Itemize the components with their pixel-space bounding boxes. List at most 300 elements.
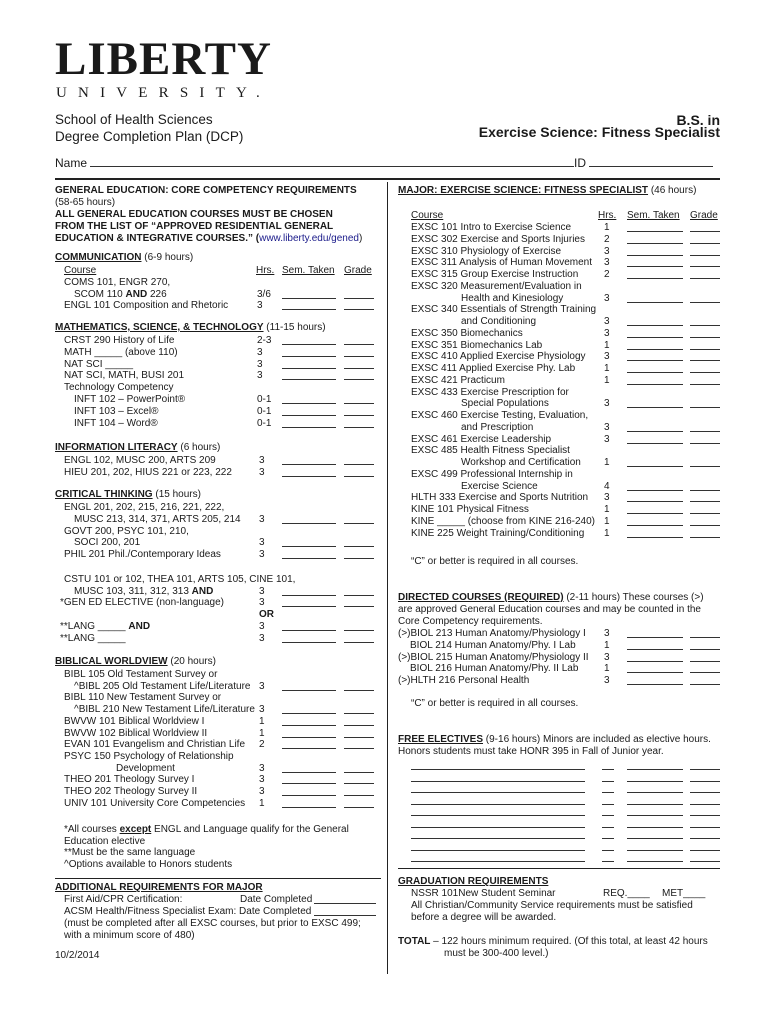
major-sem-taken-blank[interactable] (627, 337, 683, 338)
comm-course-bold: AND (125, 288, 148, 300)
cstu-sem-taken-blank[interactable] (282, 606, 336, 607)
bibl-course-text: BWVW 101 Biblical Worldview I (64, 715, 205, 727)
bibl-sem-taken-blank[interactable] (282, 795, 336, 796)
major-sem-taken-blank[interactable] (627, 266, 683, 267)
major-row-course (411, 434, 551, 446)
math-course-text: NAT SCI, MATH, BUSI 201 (64, 370, 185, 382)
major-row-hrs: 1 (604, 339, 610, 351)
free-electives-note: Honors students must take HONR 395 in Fall of Junior year. (398, 746, 664, 757)
bibl-row-hrs: 3 (259, 786, 265, 797)
elective-sem-blank[interactable] (627, 850, 683, 851)
first-aid-date-blank[interactable] (314, 903, 376, 904)
elective-course-blank[interactable] (411, 815, 585, 816)
free-electives-title (398, 734, 711, 746)
bibl-grade-blank[interactable] (344, 737, 374, 738)
elective-course-blank[interactable] (411, 792, 585, 793)
bibl-sem-taken-blank[interactable] (282, 725, 336, 726)
directed-row-course (410, 640, 576, 652)
major-course-text: EXSC 350 Biomechanics (411, 327, 523, 339)
footnote-pre: ^Options available to Honors students (64, 859, 233, 871)
elective-grade-blank[interactable] (690, 781, 720, 782)
major-grade-blank[interactable] (690, 231, 720, 232)
major-sem-taken-blank[interactable] (627, 513, 683, 514)
bibl-grade-blank[interactable] (344, 807, 374, 808)
major-row-course (461, 398, 549, 410)
math-row-hrs: 0-1 (257, 417, 272, 429)
comm-grade-blank[interactable] (344, 309, 374, 310)
major-course-text: EXSC 311 Analysis of Human Movement (411, 257, 593, 269)
directed-sem-taken-blank[interactable] (627, 661, 683, 662)
directed-row-course (398, 628, 586, 640)
bibl-row-course (116, 763, 175, 775)
math-sem-taken-blank[interactable] (282, 356, 336, 357)
elective-hrs-blank[interactable] (602, 838, 614, 839)
comm-row-course (64, 300, 228, 312)
major-grade-blank[interactable] (690, 372, 720, 373)
cstu-row-course (60, 597, 224, 609)
bibl-sem-taken-blank[interactable] (282, 772, 336, 773)
crit-row-course (74, 537, 140, 549)
bibl-row-hrs: 3 (259, 680, 265, 692)
math-sem-taken-blank[interactable] (282, 403, 336, 404)
comm-grade-blank[interactable] (344, 298, 374, 299)
graduation-title: GRADUATION REQUIREMENTS (398, 876, 549, 887)
graduation-line-2: All Christian/Community Service requirements must be satisfied (411, 900, 693, 911)
bibl-row-course (74, 681, 250, 693)
bibl-row-course (64, 751, 234, 763)
major-title (398, 185, 696, 197)
major-sem-taken-blank[interactable] (627, 325, 683, 326)
math-grade-blank[interactable] (344, 344, 374, 345)
bibl-grade-blank[interactable] (344, 772, 374, 773)
major-grade-blank[interactable] (690, 443, 720, 444)
footnote (64, 836, 145, 848)
major-grade-blank[interactable] (690, 278, 720, 279)
major-grade-blank[interactable] (690, 266, 720, 267)
elective-course-blank[interactable] (411, 827, 585, 828)
university-logo-name: LIBERTY (55, 33, 272, 85)
major-course-text: EXSC 101 Intro to Exercise Science (411, 222, 572, 233)
elective-hrs-blank[interactable] (602, 781, 614, 782)
bibl-row-hrs: 3 (259, 704, 265, 716)
elective-grade-blank[interactable] (690, 804, 720, 805)
major-grade-blank[interactable] (690, 431, 720, 432)
math-sem-taken-blank[interactable] (282, 379, 336, 380)
info-row-course (64, 467, 232, 479)
directed-sem-taken-blank[interactable] (627, 672, 683, 673)
comm-course-text: SCOM 110 (74, 288, 126, 300)
major-row-course (411, 504, 529, 516)
bibl-grade-blank[interactable] (344, 713, 374, 714)
major-sem-taken-blank[interactable] (627, 384, 683, 385)
major-col-sem: Sem. Taken (627, 210, 680, 221)
info-grade-blank[interactable] (344, 476, 374, 477)
major-grade-blank[interactable] (690, 337, 720, 338)
math-title-hours: (11-15 hours) (263, 322, 326, 333)
major-course-text: Health and Kinesiology (461, 292, 564, 304)
comm-row-hrs: 3/6 (257, 288, 271, 300)
cstu-row-hrs: 3 (259, 632, 265, 644)
crit-course-text: GOVT 200, PSYC 101, 210, (64, 525, 189, 537)
comm-col-grade: Grade (344, 265, 372, 276)
major-row-course (411, 222, 571, 234)
bibl-row-hrs: 1 (259, 715, 265, 727)
cstu-row-course (74, 586, 213, 598)
directed-c-or-better: “C” or better is required in all courses. (411, 698, 579, 709)
graduation-line-3: before a degree will be awarded. (411, 912, 557, 923)
major-course-text: EXSC 461 Exercise Leadership (411, 433, 552, 445)
elective-course-blank[interactable] (411, 781, 585, 782)
major-row-hrs: 2 (604, 233, 610, 245)
total-line (398, 936, 708, 948)
crit-row-course (74, 514, 241, 526)
cstu-row-course (60, 621, 150, 633)
crit-row-course (64, 549, 221, 561)
bibl-sem-taken-blank[interactable] (282, 748, 336, 749)
major-sem-taken-blank[interactable] (627, 255, 683, 256)
footnote-pre: *All courses (64, 824, 120, 835)
school-name: School of Health Sciences (55, 112, 213, 127)
major-grade-blank[interactable] (690, 325, 720, 326)
directed-sem-taken-blank[interactable] (627, 684, 683, 685)
elective-hrs-blank[interactable] (602, 769, 614, 770)
elective-hrs-blank[interactable] (602, 815, 614, 816)
major-grade-blank[interactable] (690, 243, 720, 244)
total-label: TOTAL (398, 936, 431, 947)
math-grade-blank[interactable] (344, 356, 374, 357)
directed-title-hours: (2-11 hours) These courses (>) (563, 592, 704, 603)
name-label: Name (55, 156, 88, 170)
gen-ed-note-3-end: ) (358, 233, 363, 244)
directed-sem-taken-blank[interactable] (627, 649, 683, 650)
elective-hrs-blank[interactable] (602, 804, 614, 805)
cstu-row-hrs: 3 (259, 597, 265, 609)
major-row-course (411, 246, 561, 258)
biblical-worldview-title-hours: (20 hours) (167, 656, 216, 667)
program-title: Exercise Science: Fitness Specialist (478, 124, 720, 140)
major-row-hrs: 3 (604, 316, 610, 327)
major-row-course (461, 293, 563, 305)
comm-row-course (64, 277, 170, 289)
directed-grade-blank[interactable] (690, 649, 720, 650)
major-title-text: MAJOR: EXERCISE SCIENCE: FITNESS SPECIALIST (398, 185, 649, 196)
major-grade-blank[interactable] (690, 513, 720, 514)
elective-grade-blank[interactable] (690, 827, 720, 828)
elective-hrs-blank[interactable] (602, 827, 614, 828)
comm-row-hrs: 3 (257, 300, 263, 311)
crit-sem-taken-blank[interactable] (282, 546, 336, 547)
major-col-grade: Grade (690, 210, 718, 221)
major-sem-taken-blank[interactable] (627, 243, 683, 244)
major-row-hrs: 1 (604, 515, 610, 527)
major-grade-blank[interactable] (690, 302, 720, 303)
bibl-row-course (64, 728, 207, 740)
directed-grade-blank[interactable] (690, 637, 720, 638)
elective-grade-blank[interactable] (690, 792, 720, 793)
major-row-course (411, 257, 592, 269)
crit-sem-taken-blank[interactable] (282, 558, 336, 559)
directed-row-course (398, 652, 589, 664)
math-row-hrs: 3 (257, 358, 263, 370)
directed-row-course (410, 663, 578, 675)
major-row-course (411, 269, 578, 281)
major-sem-taken-blank[interactable] (627, 360, 683, 361)
bibl-sem-taken-blank[interactable] (282, 807, 336, 808)
graduation-met: MET____ (662, 888, 706, 899)
bibl-sem-taken-blank[interactable] (282, 713, 336, 714)
math-grade-blank[interactable] (344, 403, 374, 404)
elective-grade-blank[interactable] (690, 861, 720, 862)
major-grade-blank[interactable] (690, 537, 720, 538)
major-row-course (411, 445, 570, 457)
cstu-row-hrs: 3 (259, 620, 265, 632)
major-course-text: EXSC 410 Applied Exercise Physiology (411, 351, 586, 363)
major-sem-taken-blank[interactable] (627, 302, 683, 303)
elective-grade-blank[interactable] (690, 815, 720, 816)
major-grade-blank[interactable] (690, 384, 720, 385)
major-sem-taken-blank[interactable] (627, 525, 683, 526)
elective-course-blank[interactable] (411, 769, 585, 770)
major-row-hrs: 1 (604, 504, 610, 515)
crit-sem-taken-blank[interactable] (282, 523, 336, 524)
math-row-hrs: 0-1 (257, 394, 272, 405)
bibl-sem-taken-blank[interactable] (282, 690, 336, 691)
directed-grade-blank[interactable] (690, 661, 720, 662)
math-row-hrs: 3 (257, 370, 263, 382)
elective-sem-blank[interactable] (627, 781, 683, 782)
math-row-course (64, 359, 133, 371)
degree-title: B.S. in (676, 112, 720, 128)
elective-sem-blank[interactable] (627, 861, 683, 862)
bibl-grade-blank[interactable] (344, 748, 374, 749)
math-sem-taken-blank[interactable] (282, 427, 336, 428)
footnote-pre: Education elective (64, 835, 146, 847)
free-title-hours: (9-16 hours) Minors are included as elective hours. (483, 734, 711, 745)
math-title-text: MATHEMATICS, SCIENCE, & TECHNOLOGY (55, 322, 264, 333)
elective-hrs-blank[interactable] (602, 861, 614, 862)
major-sem-taken-blank[interactable] (627, 231, 683, 232)
critical-thinking-title-text: CRITICAL THINKING (55, 489, 153, 500)
bibl-course-text: BWVW 102 Biblical Worldview II (64, 727, 208, 739)
comm-sem-taken-blank[interactable] (282, 298, 336, 299)
footnote (64, 847, 195, 859)
crit-course-text: PHIL 201 Phil./Contemporary Ideas (64, 549, 221, 561)
major-course-text: EXSC 421 Practicum (411, 374, 505, 386)
math-course-text: Technology Competency (64, 382, 174, 394)
major-sem-taken-blank[interactable] (627, 537, 683, 538)
major-sem-taken-blank[interactable] (627, 466, 683, 467)
directed-grade-blank[interactable] (690, 684, 720, 685)
biblical-worldview-title-text: BIBLICAL WORLDVIEW (55, 656, 168, 667)
elective-grade-blank[interactable] (690, 838, 720, 839)
elective-course-blank[interactable] (411, 850, 585, 851)
cstu-sem-taken-blank[interactable] (282, 595, 336, 596)
major-row-course (411, 387, 569, 399)
math-row-course (74, 406, 158, 418)
major-sem-taken-blank[interactable] (627, 278, 683, 279)
info-literacy-title (55, 442, 220, 454)
info-literacy-title-hours: (6 hours) (177, 442, 221, 453)
crit-row-course (64, 526, 189, 538)
major-row-hrs: 1 (604, 222, 610, 233)
bibl-grade-blank[interactable] (344, 725, 374, 726)
math-row-hrs: 3 (257, 346, 263, 358)
math-title (55, 322, 326, 334)
bibl-row-hrs: 3 (259, 774, 265, 786)
math-sem-taken-blank[interactable] (282, 344, 336, 345)
bibl-row-course (64, 669, 217, 681)
major-sem-taken-blank[interactable] (627, 490, 683, 491)
major-course-text: EXSC 340 Essentials of Strength Training (411, 304, 597, 316)
bibl-grade-blank[interactable] (344, 690, 374, 691)
cstu-grade-blank[interactable] (344, 630, 374, 631)
bibl-row-course (64, 786, 197, 798)
directed-course-text: (>)HLTH 216 Personal Health (398, 675, 530, 687)
major-course-text: EXSC 315 Group Exercise Instruction (411, 269, 579, 280)
info-row-hrs: 3 (259, 466, 265, 478)
footnote-post: ENGL and Language qualify for the General (151, 824, 349, 835)
bibl-row-course (64, 716, 204, 728)
math-sem-taken-blank[interactable] (282, 368, 336, 369)
major-grade-blank[interactable] (690, 466, 720, 467)
major-sem-taken-blank[interactable] (627, 431, 683, 432)
name-field[interactable] (55, 155, 574, 170)
math-row-course (64, 335, 174, 347)
bibl-grade-blank[interactable] (344, 795, 374, 796)
math-row-course (64, 382, 174, 394)
comm-course-end: 226 (147, 288, 167, 300)
elective-sem-blank[interactable] (627, 815, 683, 816)
elective-sem-blank[interactable] (627, 792, 683, 793)
major-grade-blank[interactable] (690, 501, 720, 502)
major-course-text: KINE 225 Weight Training/Conditioning (411, 527, 585, 539)
major-sem-taken-blank[interactable] (627, 372, 683, 373)
math-course-text: MATH _____ (above 110) (64, 346, 178, 358)
bibl-grade-blank[interactable] (344, 783, 374, 784)
math-grade-blank[interactable] (344, 415, 374, 416)
communication-title-hours: (6-9 hours) (141, 252, 194, 263)
bibl-row-hrs: 2 (259, 739, 265, 751)
math-grade-blank[interactable] (344, 368, 374, 369)
major-course-text: EXSC 433 Exercise Prescription for (411, 386, 569, 398)
cstu-sem-taken-blank[interactable] (282, 642, 336, 643)
addl-line-score: with a minimum score of 480) (64, 930, 195, 941)
directed-sem-taken-blank[interactable] (627, 637, 683, 638)
cstu-grade-blank[interactable] (344, 606, 374, 607)
elective-sem-blank[interactable] (627, 804, 683, 805)
cstu-row-hrs: OR (259, 609, 274, 621)
crit-grade-blank[interactable] (344, 523, 374, 524)
elective-grade-blank[interactable] (690, 769, 720, 770)
info-course-text: ENGL 102, MUSC 200, ARTS 209 (64, 455, 216, 466)
major-grade-blank[interactable] (690, 525, 720, 526)
math-row-hrs: 0-1 (257, 405, 272, 417)
crit-course-text: ENGL 201, 202, 215, 216, 221, 222, (64, 502, 225, 513)
major-course-text: KINE _____ (choose from KINE 216-240) (411, 515, 595, 527)
bibl-row-course (64, 692, 221, 704)
major-sem-taken-blank[interactable] (627, 501, 683, 502)
major-row-hrs: 1 (604, 363, 610, 374)
cstu-row-course (60, 633, 126, 645)
info-sem-taken-blank[interactable] (282, 464, 336, 465)
major-course-text: Exercise Science (461, 480, 538, 492)
major-row-course (411, 492, 588, 504)
graduation-nssr: NSSR 101New Student Seminar (411, 888, 556, 899)
major-sem-taken-blank[interactable] (627, 349, 683, 350)
major-row-course (411, 351, 586, 363)
graduation-req: REQ.____ (603, 888, 650, 899)
major-grade-blank[interactable] (690, 360, 720, 361)
elective-hrs-blank[interactable] (602, 792, 614, 793)
elective-course-blank[interactable] (411, 838, 585, 839)
major-row-hrs: 3 (604, 245, 610, 257)
footnote-pre: **Must be the same language (64, 847, 196, 859)
elective-course-blank[interactable] (411, 804, 585, 805)
major-row-course (411, 304, 596, 316)
elective-sem-blank[interactable] (627, 769, 683, 770)
major-grade-blank[interactable] (690, 407, 720, 408)
major-sem-taken-blank[interactable] (627, 407, 683, 408)
gen-ed-link[interactable]: www.liberty.edu/gened (259, 233, 359, 244)
cstu-grade-blank[interactable] (344, 595, 374, 596)
cstu-sem-taken-blank[interactable] (282, 630, 336, 631)
major-course-text: EXSC 460 Exercise Testing, Evaluation, (411, 410, 589, 421)
elective-sem-blank[interactable] (627, 838, 683, 839)
info-grade-blank[interactable] (344, 464, 374, 465)
additional-rule (55, 878, 381, 879)
directed-grade-blank[interactable] (690, 672, 720, 673)
acsm-date-blank[interactable] (314, 915, 376, 916)
id-field[interactable] (574, 155, 713, 170)
elective-course-blank[interactable] (411, 861, 585, 862)
crit-grade-blank[interactable] (344, 546, 374, 547)
bibl-sem-taken-blank[interactable] (282, 783, 336, 784)
comm-sem-taken-blank[interactable] (282, 309, 336, 310)
major-sem-taken-blank[interactable] (627, 443, 683, 444)
major-grade-blank[interactable] (690, 349, 720, 350)
graduation-rule (398, 868, 720, 869)
math-grade-blank[interactable] (344, 427, 374, 428)
footnote-bold: except (119, 824, 152, 835)
math-sem-taken-blank[interactable] (282, 415, 336, 416)
total-line-2: must be 300-400 level.) (444, 948, 549, 959)
math-grade-blank[interactable] (344, 379, 374, 380)
addl-line-acsm: ACSM Health/Fitness Specialist Exam: Date Completed (64, 906, 312, 917)
major-grade-blank[interactable] (690, 255, 720, 256)
gen-ed-note-2: FROM THE LIST OF “APPROVED RESIDENTIAL GENERAL (55, 221, 334, 232)
major-col-course: Course (411, 210, 444, 221)
major-course-text: EXSC 351 Biomechanics Lab (411, 339, 543, 351)
column-divider (387, 182, 388, 974)
major-row-course (411, 340, 542, 352)
major-row-hrs: 1 (604, 457, 610, 468)
header-rule (55, 178, 720, 180)
cstu-course-bold: AND (128, 620, 151, 632)
crit-grade-blank[interactable] (344, 558, 374, 559)
university-logo-subtitle: UNIVERSITY. (56, 85, 272, 101)
comm-course-text: COMS 101, ENGR 270, (64, 277, 171, 288)
directed-row-hrs: 3 (604, 628, 610, 639)
elective-hrs-blank[interactable] (602, 850, 614, 851)
elective-grade-blank[interactable] (690, 850, 720, 851)
elective-sem-blank[interactable] (627, 827, 683, 828)
cstu-row-hrs: 3 (259, 585, 265, 597)
info-sem-taken-blank[interactable] (282, 476, 336, 477)
major-grade-blank[interactable] (690, 490, 720, 491)
major-row-course (461, 481, 538, 493)
bibl-sem-taken-blank[interactable] (282, 737, 336, 738)
cstu-grade-blank[interactable] (344, 642, 374, 643)
